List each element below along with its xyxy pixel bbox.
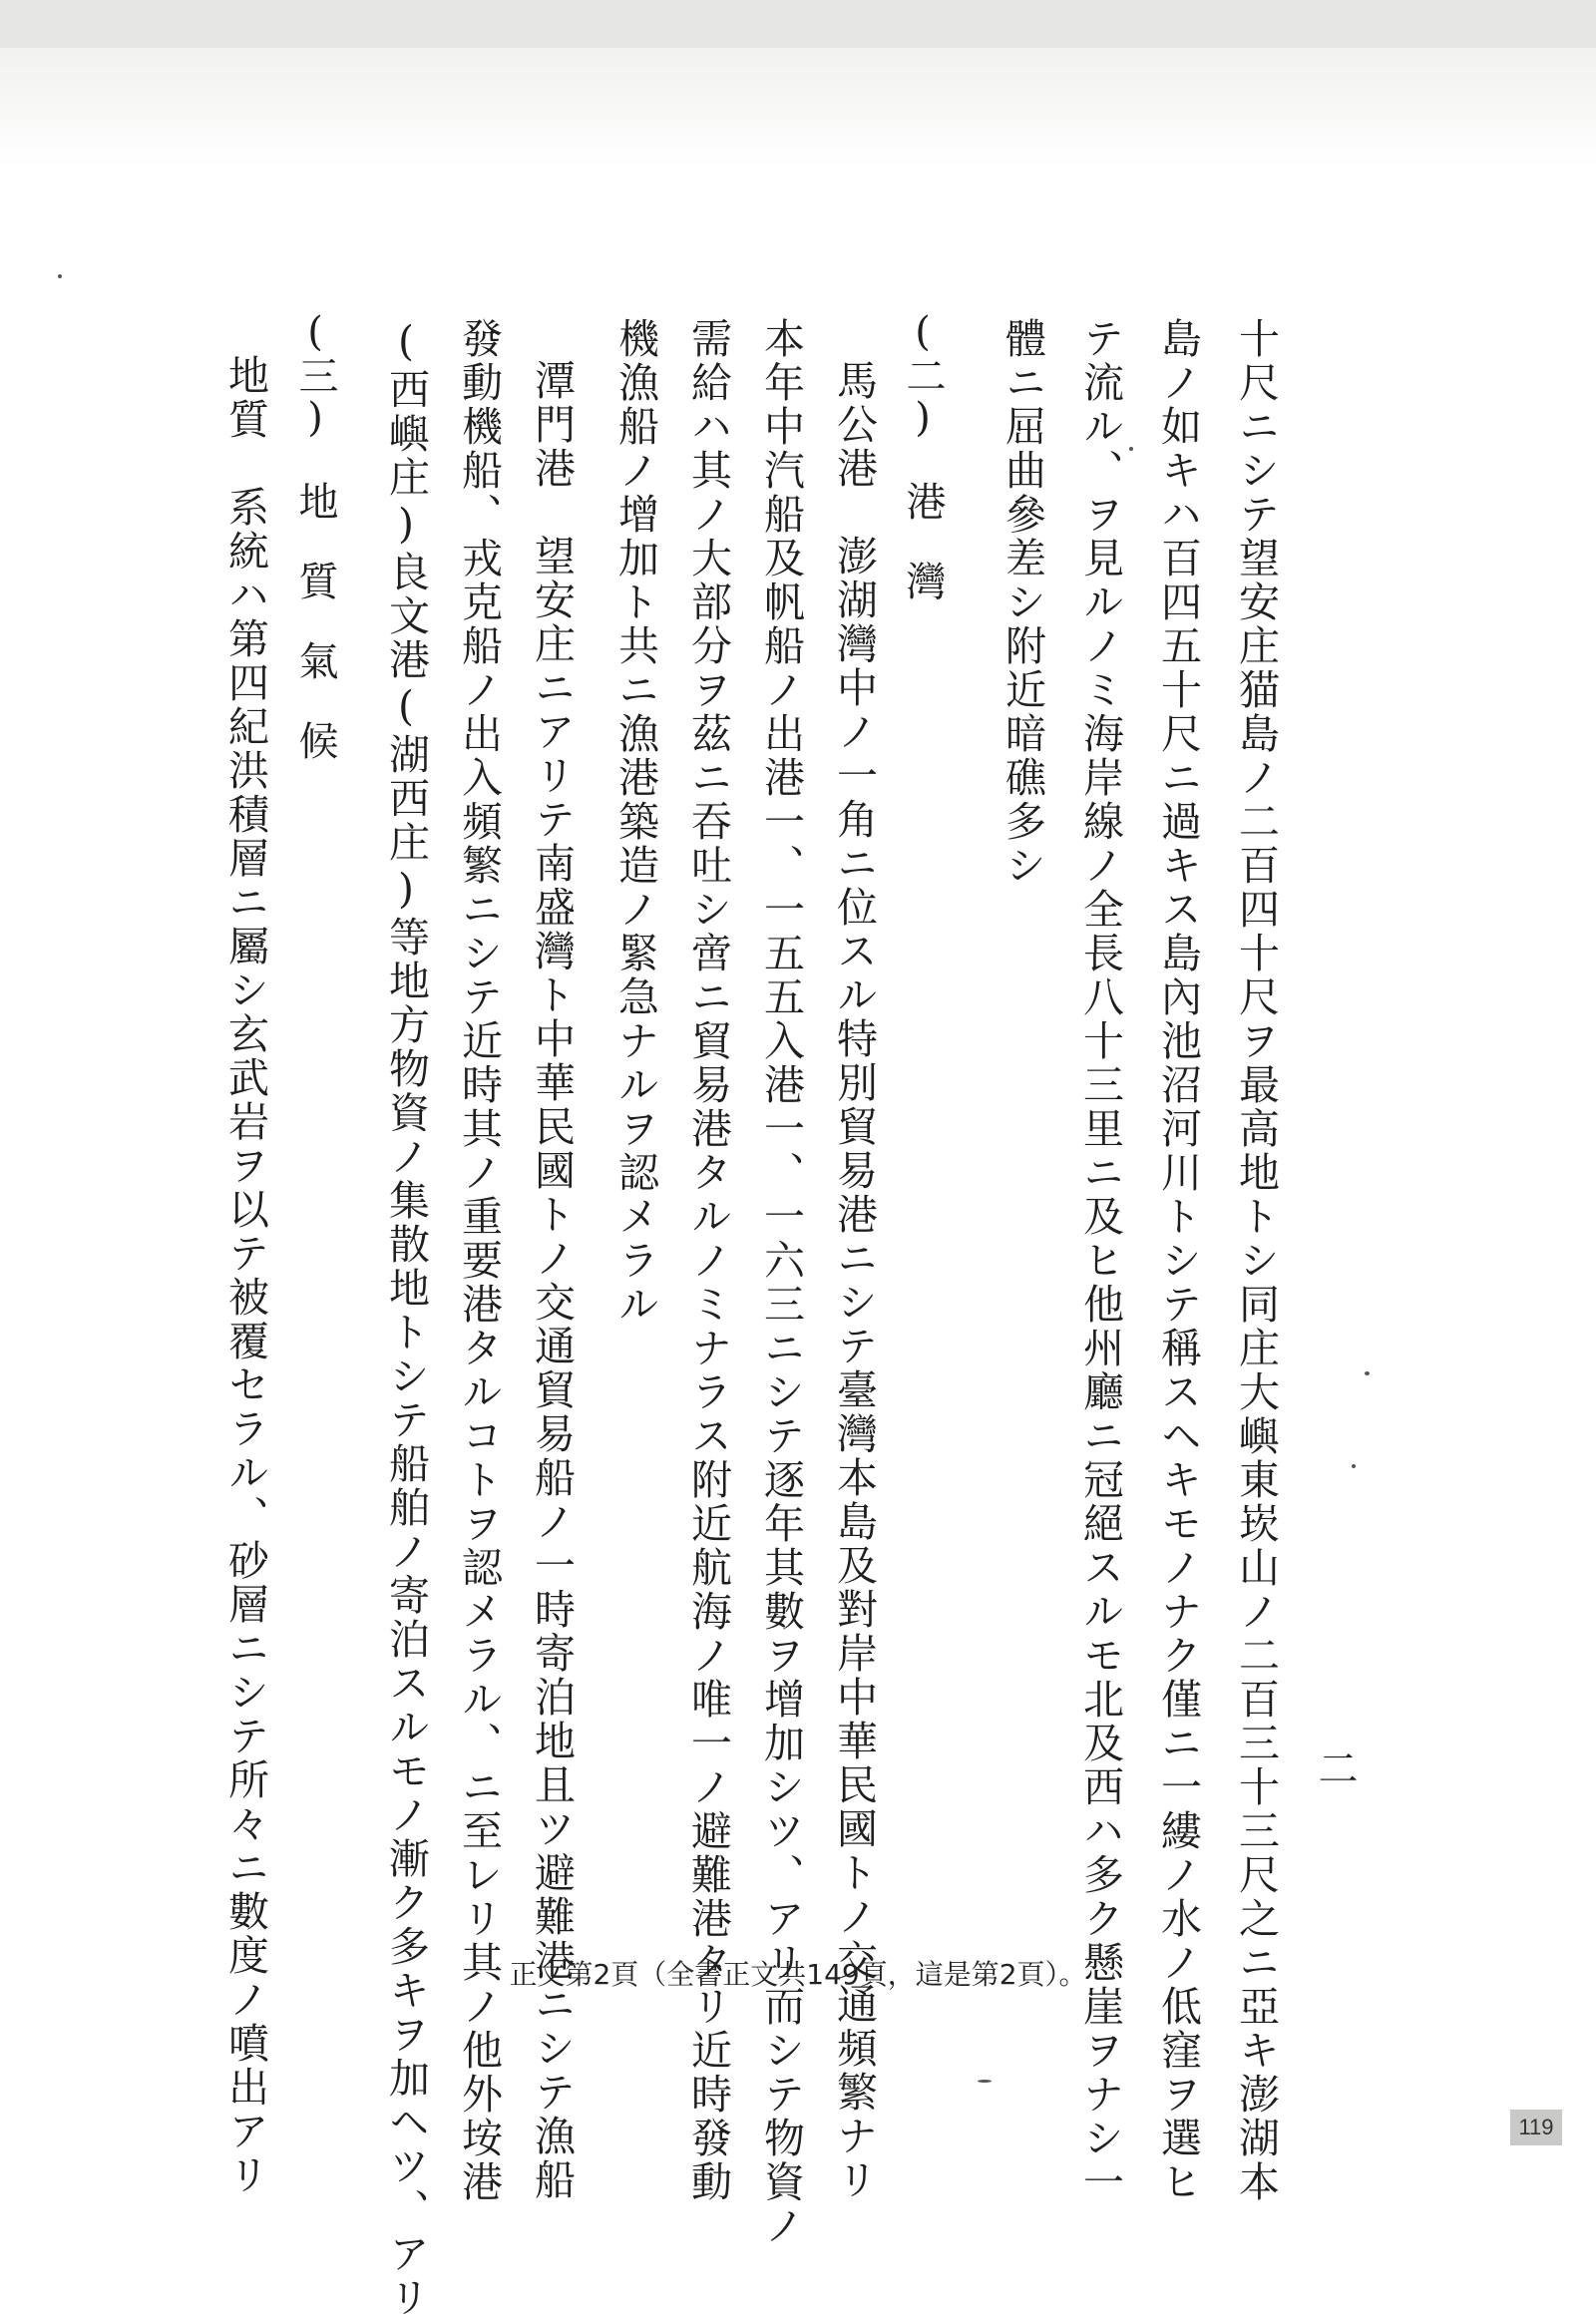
text-column-6: 本年中汽船及帆船ノ出港一、一五五入港一、一六三ニシテ逐年其數ヲ增加シツ、アリ而シテ物資ノ [757,317,805,2248]
page-number: 二 [1312,1747,1358,1787]
scan-top-band [0,0,1596,48]
text-column-7: 需給ハ其ノ大部分ヲ茲ニ吞吐シ啻ニ貿易港タルノミナラス附近航海ノ唯一ノ避難港タリ近時發動 [684,317,732,2204]
text-column-8: 機漁船ノ增加ト共ニ漁港築造ノ緊急ナルヲ認メラル [611,317,659,1327]
text-column-3: テ流ル、ヲ見ルノミ海岸線ノ全長八十三里ニ及ヒ他州廳ニ冠絕スルモ北及西ハ多ク懸崖ヲナシ一 [1076,317,1124,2204]
scan-speck [58,274,62,278]
text-column-9: 潭門港 望安庄ニアリテ南盛灣ト中華民國トノ交通貿易船ノ一時寄泊地且ツ避難港ニシテ漁船 [528,359,576,2202]
text-column-1: 十尺ニシテ望安庄猫島ノ二百四十尺ヲ最高地トシ同庄大嶼東崁山ノ二百三十三尺之ニ亞キ澎湖本 [1232,317,1280,2204]
scan-speck [1365,1371,1370,1375]
folio-number: 119 [1510,2110,1562,2145]
page-caption: 正文第2頁（全書正文共149頁，這是第2頁）。 [509,1958,1087,1991]
text-column-10: 發動機船、戎克船ノ出入頻繁ニシテ近時其ノ重要港タルコトヲ認メラル、ニ至レリ其ノ他外垵港 [455,317,503,2204]
text-column-2: 島ノ如キハ百四五十尺ニ過キス島內池沼河川トシテ稱スヘキモノナク僅ニ一縷ノ水ノ低窪ヲ選ヒ [1154,317,1202,2204]
text-column-12: 地質 系統ハ第四紀洪積層ニ屬シ玄武岩ヲ以テ被覆セラル、砂層ニシテ所々ニ數度ノ噴出アリ [221,354,269,2197]
scan-speck [978,2080,992,2083]
scan-top-shadow [0,48,1596,168]
section-heading-harbors: (二) 港 灣 [900,309,946,600]
scan-speck [1352,1464,1356,1468]
section-heading-geology: (三) 地 質 氣 候 [292,309,338,760]
text-column-4: 體ニ屈曲參差シ附近暗礁多シ [998,317,1046,888]
text-column-5: 馬公港 澎湖灣中ノ一角ニ位スル特別貿易港ニシテ臺灣本島及對岸中華民國トノ交通頻繁ナリ [830,359,878,2202]
scan-speck [1129,447,1133,451]
text-column-11: (西嶼庄)良文港(湖西庄)等地方物資ノ集散地トシテ船舶ノ寄泊スルモノ漸ク多キヲ加ヘツ、アリ [382,317,430,2320]
